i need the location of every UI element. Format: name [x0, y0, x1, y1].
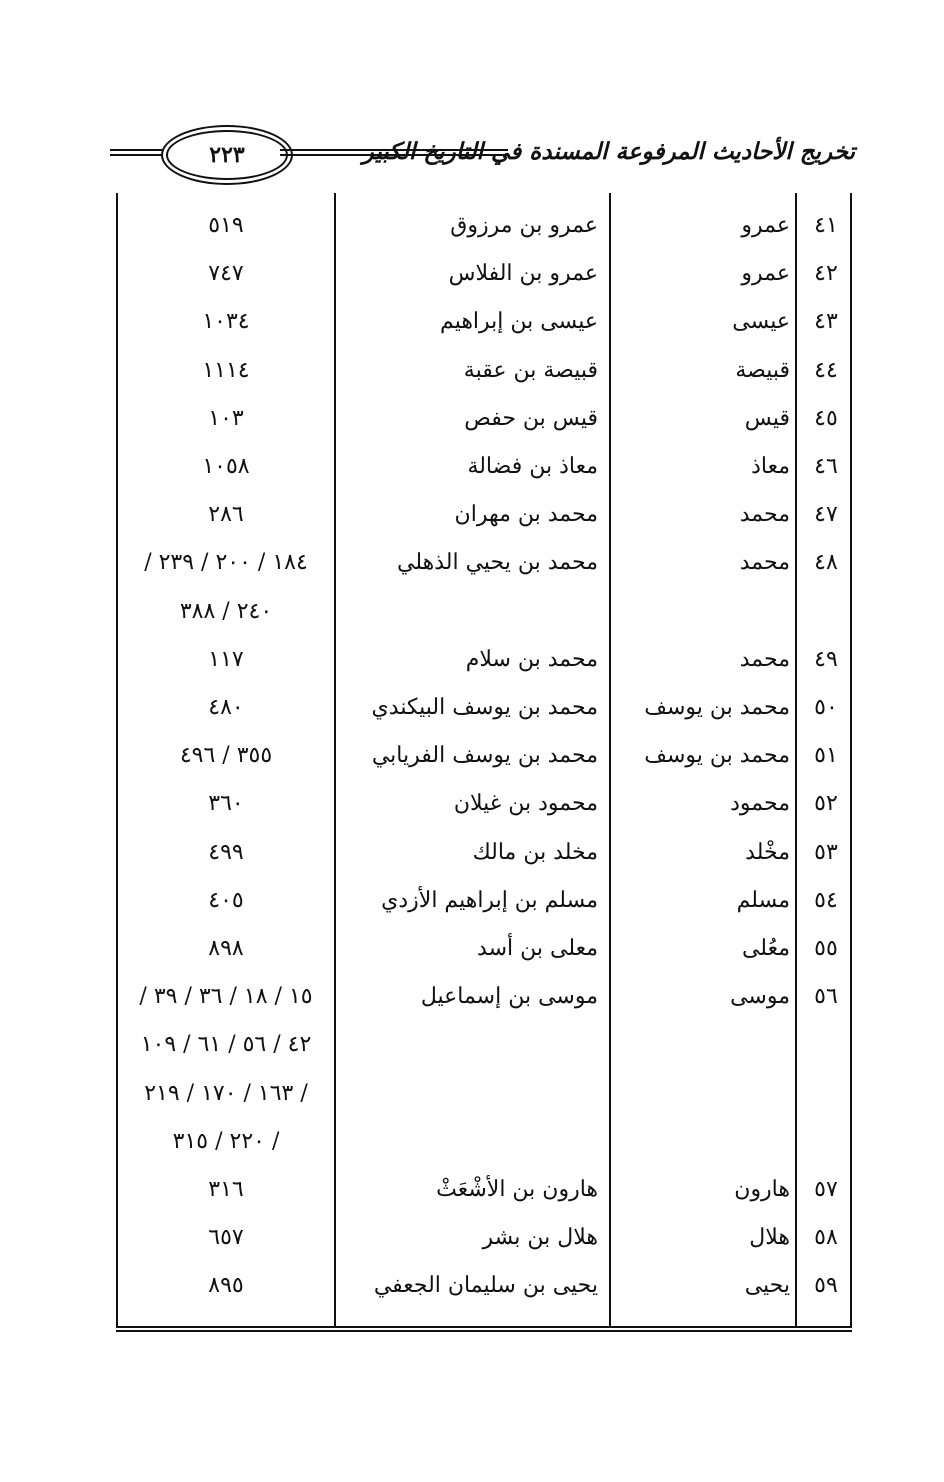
- row-number: [798, 588, 854, 636]
- row-number: ٥٧: [814, 1177, 838, 1202]
- narrator-short-name: [610, 588, 794, 636]
- hadith-page-refs: ٨٩٨: [208, 936, 244, 961]
- running-title: تخريج الأحاديث المرفوعة المسندة في التاريخ الكبير: [362, 138, 855, 165]
- hadith-page-refs: ١٠٣٤: [202, 309, 250, 335]
- narrator-full-name: معلى بن أسد: [477, 936, 598, 961]
- narrator-full-name: قيس بن حفص: [464, 405, 598, 431]
- row-number: [798, 1070, 854, 1118]
- narrator-short-name: محمود: [730, 791, 790, 817]
- hadith-page-refs: ٤٩٩: [208, 839, 244, 865]
- row-number: ٥١: [814, 743, 838, 769]
- narrator-short-name: يحيى: [744, 1273, 790, 1299]
- narrator-short-name: [610, 1021, 794, 1069]
- narrator-full-name: قبيصة بن عقبة: [463, 357, 598, 383]
- row-number: ٥٥: [814, 936, 838, 961]
- table-row: [118, 491, 854, 539]
- hadith-page-refs: ١٠٥٨: [202, 454, 250, 479]
- row-number: ٥٨: [814, 1225, 838, 1251]
- narrator-full-name: [332, 1021, 608, 1069]
- table-row: [118, 829, 854, 877]
- narrator-full-name: [332, 1070, 608, 1118]
- hadith-page-refs: / ٢٢٠ / ٣١٥: [172, 1128, 280, 1154]
- narrator-full-name: هلال بن بشر: [482, 1225, 598, 1251]
- narrator-short-name: محمد: [739, 646, 790, 672]
- hadith-page-refs: ٣١٦: [208, 1177, 244, 1202]
- table-row: [118, 347, 854, 395]
- hadith-page-refs: ٥١٩: [208, 213, 244, 238]
- table-row: [118, 1021, 854, 1069]
- narrator-short-name: محمد بن يوسف: [644, 695, 790, 720]
- row-number: ٤٧: [814, 502, 838, 528]
- hadith-page-refs: ٤٨٠: [208, 695, 244, 720]
- narrator-short-name: هلال: [749, 1225, 790, 1251]
- narrator-full-name: محمد بن سلام: [465, 646, 598, 672]
- table-row: [118, 1166, 854, 1214]
- narrator-short-name: عمرو: [741, 213, 790, 238]
- header-rule-left: [110, 149, 168, 151]
- narrator-full-name: محمد بن مهران: [454, 502, 598, 528]
- hadith-page-refs: ٤٢ / ٥٦ / ٦١ / ١٠٩: [140, 1032, 312, 1058]
- hadith-page-refs: ١١١٤: [202, 357, 250, 383]
- narrator-full-name: [332, 1118, 608, 1166]
- row-number: ٤٦: [814, 454, 838, 479]
- narrator-full-name: موسى بن إسماعيل: [420, 984, 598, 1010]
- narrator-short-name: [610, 1118, 794, 1166]
- table-row: [118, 684, 854, 732]
- row-number: ٥٠: [814, 695, 838, 720]
- table-row: [118, 588, 854, 636]
- row-number: ٤٣: [814, 309, 838, 335]
- row-number: ٥٩: [814, 1273, 838, 1299]
- narrator-full-name: عمرو بن الفلاس: [448, 261, 598, 287]
- narrator-full-name: محمد بن يوسف البيكندي: [371, 695, 598, 720]
- hadith-page-refs: ١٨٤ / ٢٠٠ / ٢٣٩ /: [144, 550, 308, 576]
- table-row: [118, 877, 854, 925]
- table-row: [118, 250, 854, 298]
- narrator-full-name: عمرو بن مرزوق: [450, 213, 598, 238]
- narrator-short-name: مخْلد: [745, 839, 790, 865]
- narrator-full-name: هارون بن الأشْعَثْ: [436, 1177, 598, 1202]
- hadith-page-refs: ١٠٣: [208, 405, 244, 431]
- narrator-full-name: محمد بن يحيي الذهلي: [397, 550, 598, 576]
- table-row: [118, 732, 854, 780]
- row-number: ٤٤: [814, 357, 838, 383]
- row-number: ٥٢: [814, 791, 838, 817]
- narrator-short-name: موسى: [730, 984, 790, 1010]
- hadith-page-refs: ٧٤٧: [208, 261, 244, 287]
- narrator-short-name: [610, 1070, 794, 1118]
- row-number: [798, 1118, 854, 1166]
- hadith-page-refs: ٣٥٥ / ٤٩٦: [179, 743, 273, 769]
- row-number: ٥٤: [814, 887, 838, 913]
- row-number: ٤٨: [814, 550, 838, 576]
- hadith-page-refs: ٤٠٥: [208, 887, 244, 913]
- hadith-page-refs: ٢٤٠ / ٣٨٨: [179, 598, 273, 624]
- narrator-short-name: محمد: [739, 550, 790, 576]
- table-row: [118, 1262, 854, 1310]
- narrator-full-name: مسلم بن إبراهيم الأزدي: [381, 887, 598, 913]
- narrator-full-name: معاذ بن فضالة: [467, 454, 598, 479]
- table-row: [118, 395, 854, 443]
- row-number: ٤٩: [814, 646, 838, 672]
- table-row: [118, 780, 854, 828]
- row-number: ٥٣: [814, 839, 838, 865]
- table-row: [118, 1070, 854, 1118]
- table-row: [118, 973, 854, 1021]
- hadith-page-refs: ١١٧: [208, 646, 244, 672]
- table-row: [118, 298, 854, 346]
- narrator-short-name: قبيصة: [735, 357, 790, 383]
- narrator-short-name: محمد: [739, 502, 790, 528]
- narrators-table: [116, 193, 852, 1328]
- narrator-full-name: عيسى بن إبراهيم: [440, 309, 598, 335]
- hadith-page-refs: ٦٥٧: [208, 1225, 244, 1251]
- table-row: [118, 539, 854, 587]
- narrator-short-name: هارون: [734, 1177, 790, 1202]
- row-number: ٥٦: [814, 984, 838, 1010]
- narrator-short-name: معاذ: [751, 454, 790, 479]
- narrator-full-name: يحيى بن سليمان الجعفي: [373, 1273, 598, 1299]
- hadith-page-refs: ٨٩٥: [208, 1273, 244, 1299]
- table-row: [118, 1214, 854, 1262]
- table-row: [118, 925, 854, 973]
- table-row: [118, 636, 854, 684]
- row-number: ٤١: [814, 213, 838, 238]
- narrator-short-name: عمرو: [741, 261, 790, 287]
- hadith-page-refs: ٢٨٦: [208, 502, 244, 528]
- hadith-page-refs: ١٥ / ١٨ / ٣٦ / ٣٩ /: [139, 984, 313, 1010]
- narrator-short-name: محمد بن يوسف: [644, 743, 790, 769]
- row-number: ٤٥: [814, 405, 838, 431]
- table-row: [118, 443, 854, 491]
- narrator-short-name: مسلم: [736, 887, 790, 913]
- narrator-short-name: عيسى: [732, 309, 790, 335]
- page-number: ٢٢٣: [166, 130, 288, 180]
- page-header: [110, 128, 855, 184]
- table-row: [118, 202, 854, 250]
- narrator-full-name: محمود بن غيلان: [453, 791, 598, 817]
- table-row: [118, 1118, 854, 1166]
- row-number: ٤٢: [814, 261, 838, 287]
- narrator-full-name: مخلد بن مالك: [472, 839, 598, 865]
- hadith-page-refs: ٣٦٠: [208, 791, 244, 817]
- narrator-full-name: [332, 588, 608, 636]
- narrator-short-name: قيس: [744, 405, 790, 431]
- hadith-page-refs: / ١٦٣ / ١٧٠ / ٢١٩: [144, 1080, 308, 1106]
- row-number: [798, 1021, 854, 1069]
- narrator-full-name: محمد بن يوسف الفريابي: [371, 743, 598, 769]
- narrator-short-name: معُلى: [741, 936, 790, 961]
